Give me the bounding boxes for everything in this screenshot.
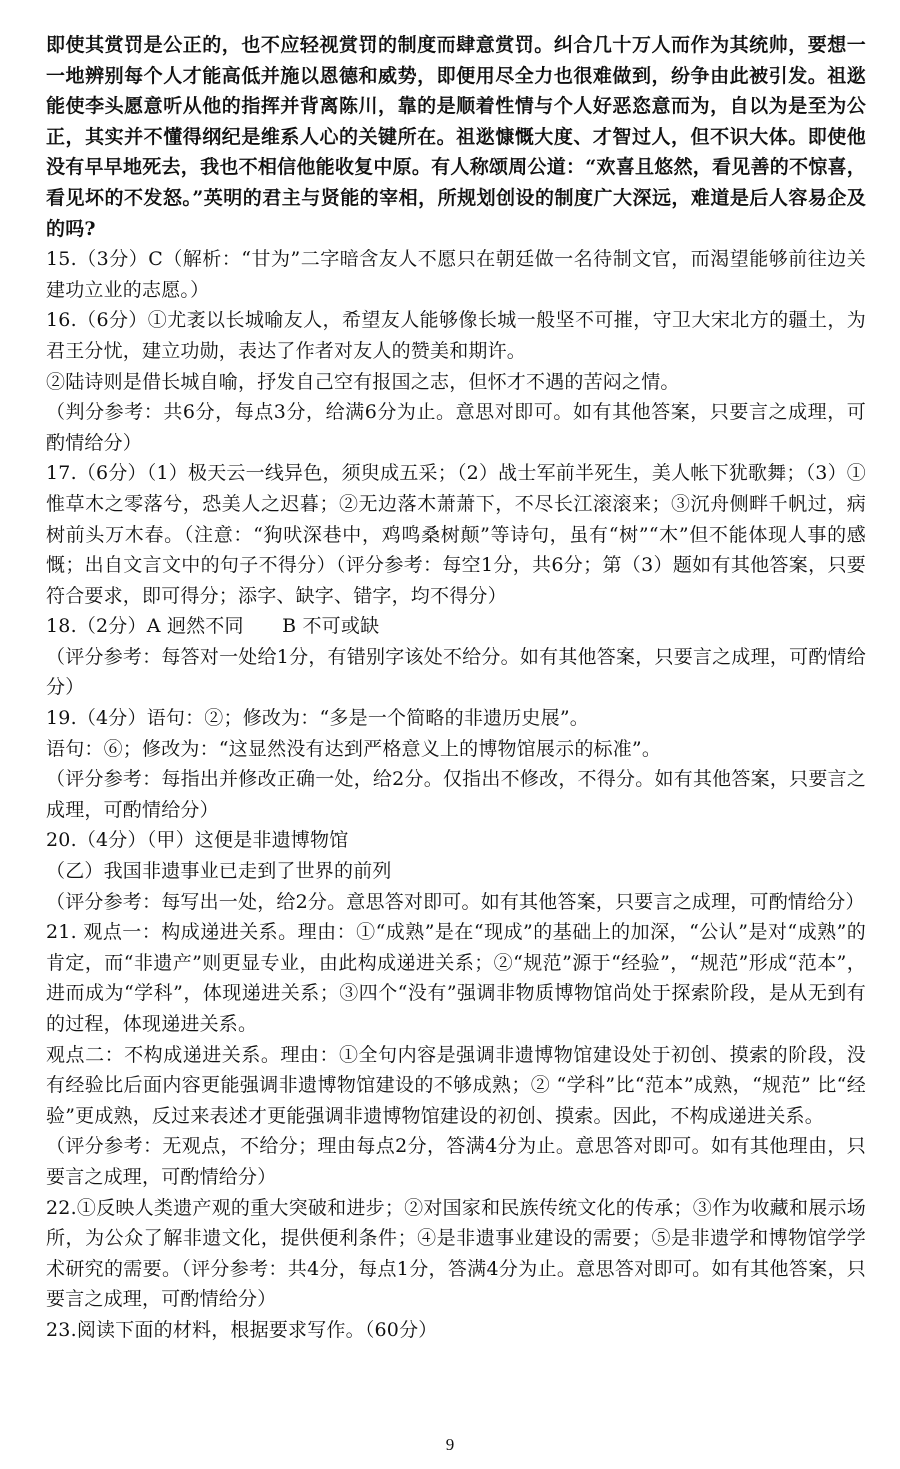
answer-16-point-1: 16.（6分）①尤袤以长城喻友人，希望友人能够像长城一般坚不可摧，守卫大宋北方的疆土，为君王分忧，建立功勋，表达了作者对友人的赞美和期许。 xyxy=(46,309,866,362)
answer-20-scoring: （评分参考：每写出一处，给2分。意思答对即可。如有其他答案，只要言之成理，可酌情给分） xyxy=(46,890,865,913)
answer-19-line-1: 19.（4分）语句：②；修改为：“多是一个简略的非遗历史展”。 xyxy=(46,707,589,730)
answer-17: 17.（6分）（1）极天云一线异色，须臾成五采；（2）战士军前半死生，美人帐下犹歌舞；（3）①惟草木之零落兮，恐美人之迟暮；②无边落木萧萧下，不尽长江滚滚来；③沉舟侧畔千帆过，病树前头万木春。（注意：“狗吠深巷中，鸡鸣桑树颠”等诗句，虽有“树”“木”但不能体现人事的感慨；出自文言文中的句子不得分）（评分参考：每空1分，共6分；第（3）题如有其他答案，只要符合要求，即可得分；添字、缺字、错字，均不得分） xyxy=(46,462,866,607)
answer-21-view-1: 21. 观点一：构成递进关系。理由：①“成熟”是在“现成”的基础上的加深，“公认”是对“成熟”的肯定，而“非遗产”则更显专业，由此构成递进关系；②“规范”源于“经验”，“规范”形成“范本”，进而成为“学科”，体现递进关系；③四个“没有”强调非物质博物馆尚处于探索阶段，是从无到有的过程，体现递进关系。 xyxy=(46,921,866,1035)
answer-text-body xyxy=(46,30,866,1346)
answer-16-point-2: ②陆诗则是借长城自喻，抒发自己空有报国之志，但怀才不遇的苦闷之情。 xyxy=(46,370,680,393)
answer-18: 18.（2分）A 迥然不同 B 不可或缺 xyxy=(46,615,380,638)
answer-21-view-2: 观点二：不构成递进关系。理由：①全句内容是强调非遗博物馆建设处于初创、摸索的阶段，没有经验比后面内容更能强调非遗博物馆建设的不够成熟；② “学科”比“范本”成熟，“规范” 比“经验”更成熟，反过来表述才更能强调非遗博物馆建设的初创、摸索。因此，不构成递进关系。 xyxy=(46,1043,866,1127)
answer-15: 15.（3分）C（解析：“甘为”二字暗含友人不愿只在朝廷做一名待制文官，而渴望能够前往边关建功立业的志愿。） xyxy=(46,248,866,301)
answer-16-scoring: （判分参考：共6分，每点3分，给满6分为止。意思对即可。如有其他答案，只要言之成理，可酌情给分） xyxy=(46,401,866,454)
answer-22: 22.①反映人类遗产观的重大突破和进步；②对国家和民族传统文化的传承；③作为收藏和展示场所，为公众了解非遗文化，提供便利条件；④是非遗事业建设的需要；⑤是非遗学和博物馆学学术研究的需要。（评分参考：共4分，每点1分，答满4分为止。意思答对即可。如有其他答案，只要言之成理，可酌情给分） xyxy=(46,1196,866,1311)
answer-21-scoring: （评分参考：无观点，不给分；理由每点2分，答满4分为止。意思答对即可。如有其他理由，只要言之成理，可酌情给分） xyxy=(46,1135,866,1188)
answer-18-scoring: （评分参考：每答对一处给1分，有错别字该处不给分。如有其他答案，只要言之成理，可酌情给分） xyxy=(46,645,866,699)
translation-paragraph: 即使其赏罚是公正的，也不应轻视赏罚的制度而肆意赏罚。纠合几十万人而作为其统帅，要想一一地辨别每个人才能高低并施以恩德和威势，即便用尽全力也很难做到，纷争由此被引发。祖逖能使李头愿意听从他的指挥并背离陈川，靠的是顺着性情与个人好恶恣意而为，自以为是至为公正，其实并不懂得纲纪是维系人心的关键所在。祖逖慷慨大度、才智过人，但不识大体。即使他没有早早地死去，我也不相信他能收复中原。有人称颂周公道：“欢喜且悠然，看见善的不惊喜，看见坏的不发怒。”英明的君主与贤能的宰相，所规划创设的制度广大深远，难道是后人容易企及的吗? xyxy=(46,34,866,240)
page-number: 9 xyxy=(445,1435,455,1454)
answer-20-part-a: 20.（4分）（甲）这便是非遗博物馆 xyxy=(46,829,349,852)
answer-20-part-b: （乙）我国非遗事业已走到了世界的前列 xyxy=(46,860,392,883)
question-23-prompt: 23.阅读下面的材料，根据要求写作。（60分） xyxy=(46,1318,438,1341)
answer-19-line-2: 语句：⑥；修改为：“这显然没有达到严格意义上的博物馆展示的标准”。 xyxy=(46,737,662,760)
answer-19-scoring: （评分参考：每指出并修改正确一处，给2分。仅指出不修改，不得分。如有其他答案，只要言之成理，可酌情给分） xyxy=(46,768,866,821)
